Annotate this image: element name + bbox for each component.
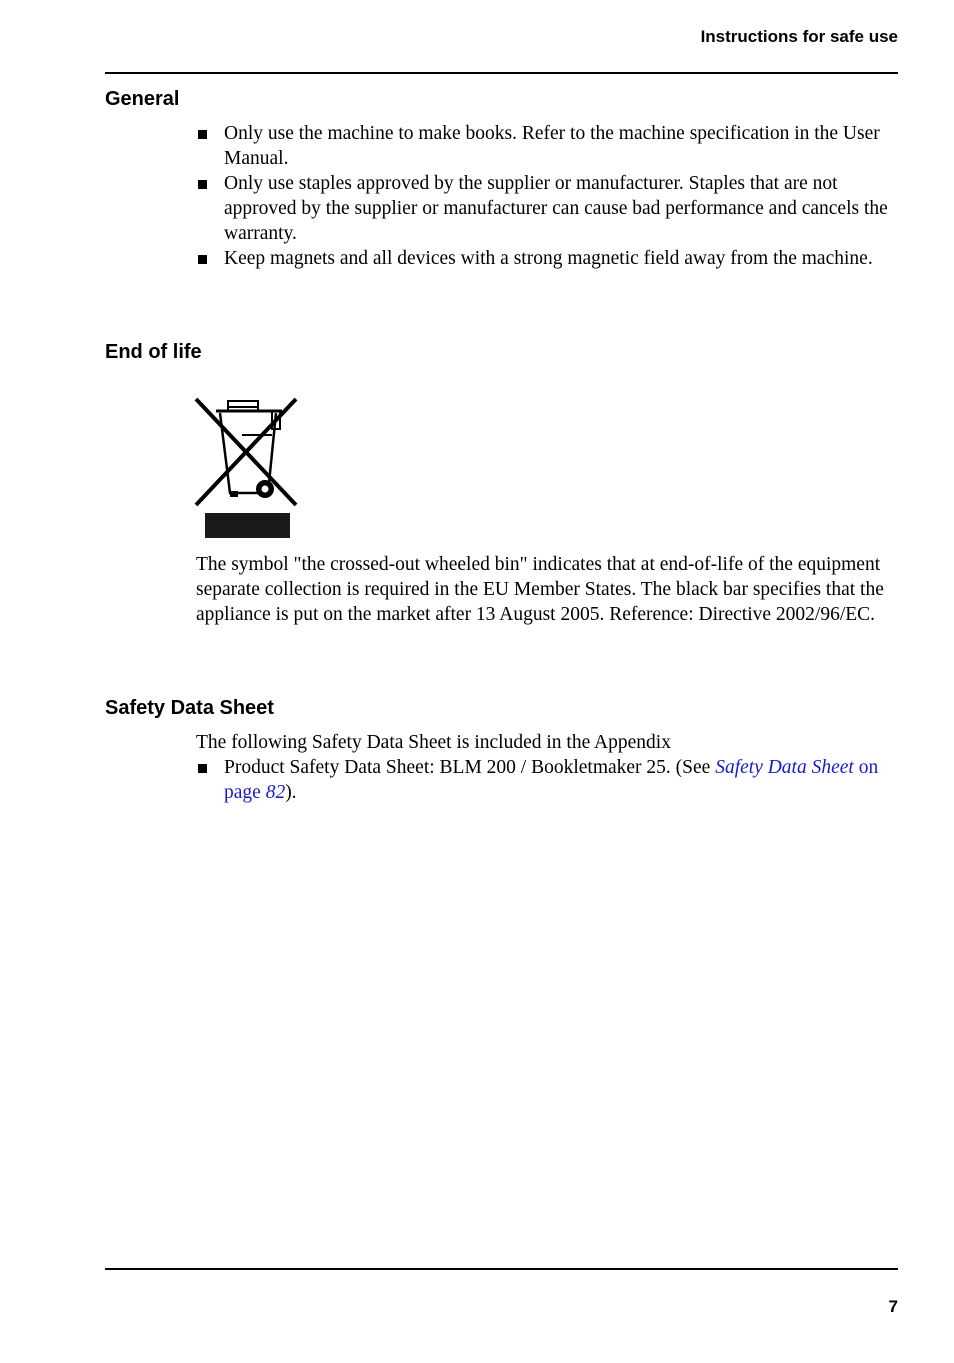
page-number: 7 [888,1297,898,1316]
header-rule [105,72,898,74]
safety-intro: The following Safety Data Sheet is included in the Appendix [196,732,671,753]
heading-safety-data-sheet: Safety Data Sheet [105,697,274,719]
bullet-square-icon [198,255,207,264]
bullet-square-icon [198,180,207,189]
general-list [196,121,896,271]
page-ref-link[interactable]: 82 [265,782,286,803]
list-item: Only use staples approved by the supplier or manufacturer. Staples that are not approved by the supplier or manufacturer can cause bad performance and cancels the warranty. [196,171,896,246]
list-item: Only use the machine to make books. Refer to the machine specification in the User Manual. [196,121,896,171]
bullet-square-icon [198,130,207,139]
crossed-out-wheeled-bin-icon [192,395,302,540]
bullet-square-icon [198,764,207,773]
safety-data-sheet-link[interactable]: Safety Data Sheet [715,757,854,778]
running-header: Instructions for safe use [700,27,898,46]
end-of-life-text: The symbol "the crossed-out wheeled bin" indicates that at end-of-life of the equipment separate collection is required in the EU Member States. The black bar specifies that the appliance is put on the market after 13 August 2005. Reference: Directive 2002/96/EC. [196,554,884,625]
heading-general: General [105,88,180,110]
safety-list [196,755,896,805]
on-page-link[interactable]: on page [224,757,879,803]
list-item: Product Safety Data Sheet: BLM 200 / Bookletmaker 25. (See Safety Data Sheet on page 82). [196,755,896,805]
footer-rule [105,1268,898,1270]
list-item: Keep magnets and all devices with a strong magnetic field away from the machine. [196,246,896,271]
heading-end-of-life: End of life [105,341,202,363]
